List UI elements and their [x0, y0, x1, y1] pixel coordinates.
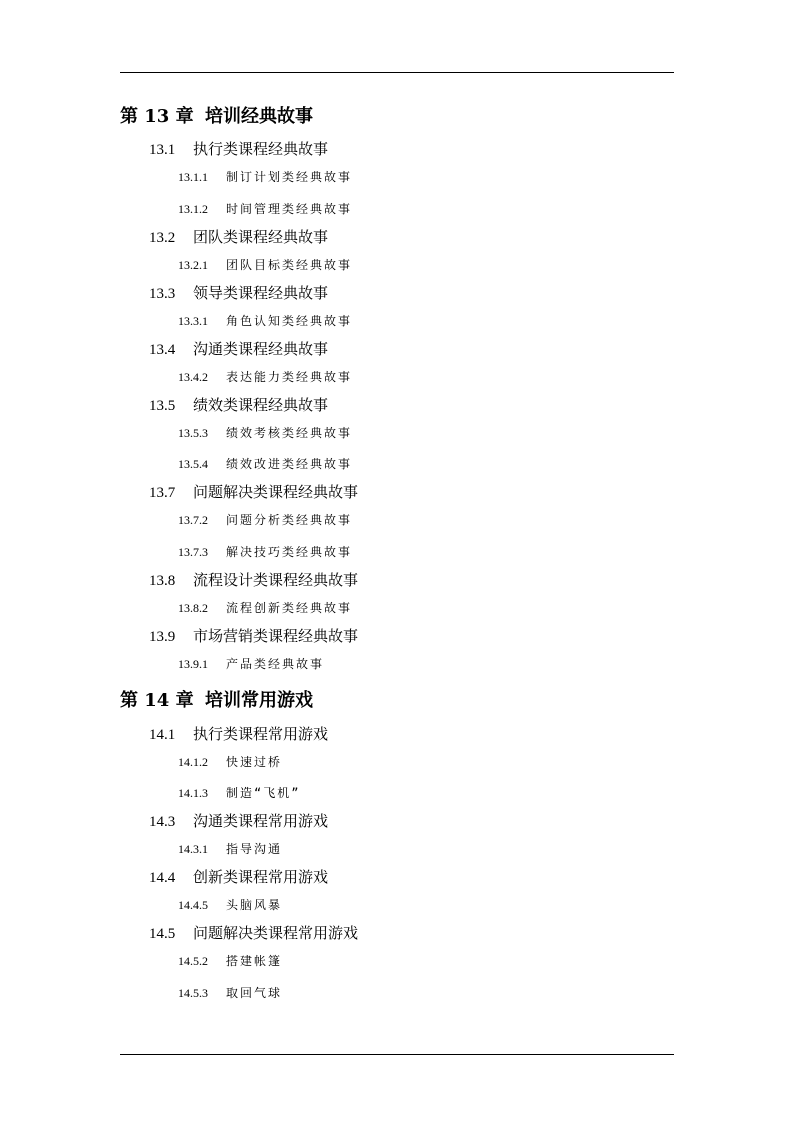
toc-subsection: 14.1.3 制造“飞机”: [178, 786, 301, 800]
toc-subsection: 13.4.2 表达能力类经典故事: [178, 370, 353, 384]
toc-section: 13.9 市场营销类课程经典故事: [149, 627, 359, 645]
toc-subsection: 13.2.1 团队目标类经典故事: [178, 258, 353, 272]
toc-section: 14.4 创新类课程常用游戏: [149, 868, 329, 886]
toc-subsection: 13.5.4 绩效改进类经典故事: [178, 457, 353, 471]
toc-section: 13.7 问题解决类课程经典故事: [149, 483, 359, 501]
toc-section: 13.5 绩效类课程经典故事: [149, 396, 329, 414]
toc-section: 13.8 流程设计类课程经典故事: [149, 571, 359, 589]
toc-section: 13.2 团队类课程经典故事: [149, 228, 329, 246]
chapter-13-heading: 第 13 章 培训经典故事: [120, 106, 313, 127]
toc-subsection: 13.7.3 解决技巧类经典故事: [178, 545, 353, 559]
toc-subsection: 14.1.2 快速过桥: [178, 755, 283, 769]
toc-subsection: 13.3.1 角色认知类经典故事: [178, 314, 353, 328]
toc-section: 13.3 领导类课程经典故事: [149, 284, 329, 302]
toc-section: 14.5 问题解决类课程常用游戏: [149, 924, 359, 942]
toc-subsection: 14.4.5 头脑风暴: [178, 898, 283, 912]
toc-subsection: 13.1.2 时间管理类经典故事: [178, 202, 353, 216]
toc-subsection: 13.8.2 流程创新类经典故事: [178, 601, 353, 615]
chapter-14-heading: 第 14 章 培训常用游戏: [120, 690, 313, 711]
toc-subsection: 13.7.2 问题分析类经典故事: [178, 513, 353, 527]
toc-section: 13.4 沟通类课程经典故事: [149, 340, 329, 358]
toc-subsection: 13.9.1 产品类经典故事: [178, 657, 325, 671]
toc-subsection: 14.3.1 指导沟通: [178, 842, 283, 856]
toc-section: 14.3 沟通类课程常用游戏: [149, 812, 329, 830]
toc-section: 13.1 执行类课程经典故事: [149, 140, 329, 158]
toc-subsection: 13.5.3 绩效考核类经典故事: [178, 426, 353, 440]
toc-subsection: 14.5.2 搭建帐篷: [178, 954, 283, 968]
toc-subsection: 14.5.3 取回气球: [178, 986, 283, 1000]
toc-section: 14.1 执行类课程常用游戏: [149, 725, 329, 743]
toc-subsection: 13.1.1 制订计划类经典故事: [178, 170, 353, 184]
